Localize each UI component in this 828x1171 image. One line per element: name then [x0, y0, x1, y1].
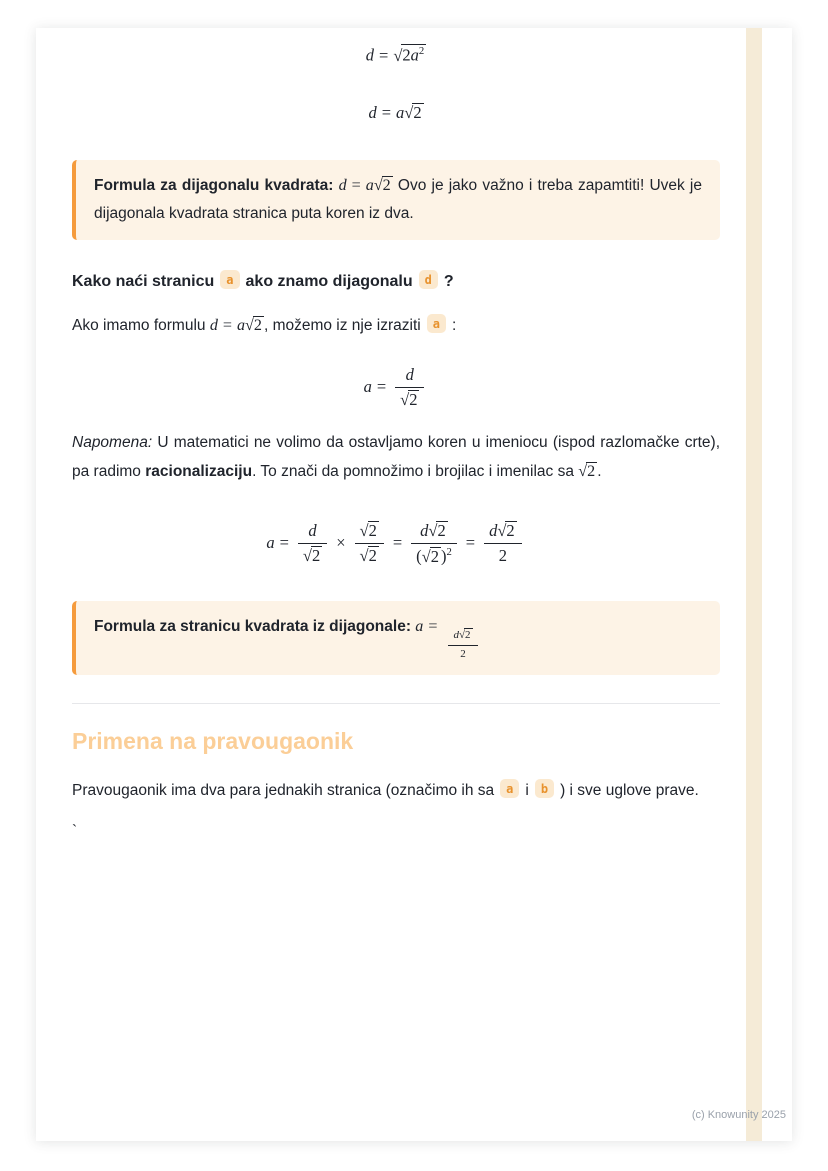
footer-credit: (c) Knowunity 2025	[691, 1109, 786, 1121]
numerator: d	[395, 365, 424, 389]
math-var-a: a	[266, 532, 275, 552]
callout-title: Formula za dijagonalu kvadrata:	[94, 176, 334, 194]
math-equals: =	[381, 102, 391, 122]
heading-text: Kako naći stranicu	[72, 273, 215, 291]
radicand: 2	[506, 520, 515, 540]
formula-diagonal-simplified	[72, 103, 720, 123]
heading-text: ?	[443, 273, 454, 291]
math-var-d: d	[365, 45, 374, 65]
paren-close: )	[440, 546, 447, 566]
fraction	[448, 628, 477, 662]
sqrt-radical	[400, 390, 419, 411]
para-text: , možemo iz nje izraziti	[263, 317, 421, 335]
math-times: ×	[336, 532, 346, 552]
inline-math-sqrt2	[578, 463, 597, 480]
heading-find-side	[72, 270, 720, 291]
inline-code-a: a	[427, 314, 446, 333]
fraction	[395, 365, 424, 411]
math-var-a: a	[415, 618, 424, 636]
heading-primena-na-pravougaonik: Primena na pravougaonik	[72, 727, 354, 754]
sqrt-symbol: √	[578, 463, 588, 481]
numerator	[411, 521, 457, 545]
math-equals: =	[428, 618, 438, 636]
math-var-d: d	[420, 520, 429, 540]
radicand: 2	[465, 629, 471, 642]
math-var-a: a	[236, 317, 246, 335]
denominator: 2	[498, 546, 508, 566]
sqrt-symbol: √	[245, 317, 254, 335]
paren-open: (	[416, 546, 422, 566]
radicand: 2	[437, 520, 446, 540]
sqrt-radical	[578, 457, 597, 486]
callout-side-formula	[72, 601, 720, 675]
fraction	[411, 521, 457, 568]
heading-text: ako znamo dijagonalu	[245, 273, 413, 291]
para-pravougaonik	[72, 777, 720, 805]
math-var-a: a	[410, 45, 419, 65]
formula-side-from-diagonal	[72, 365, 720, 411]
fraction	[355, 521, 384, 567]
math-equals: =	[379, 45, 389, 65]
radicand: 2	[368, 520, 377, 540]
para-text: i	[525, 781, 529, 799]
numerator	[484, 521, 522, 545]
fraction	[298, 521, 327, 567]
inline-code-b: b	[535, 779, 554, 798]
math-var-d: d	[338, 176, 347, 194]
sqrt-symbol: √	[497, 520, 507, 540]
fraction	[484, 521, 522, 567]
para-text: U matematici ne volimo da ostavljamo koren u imeniocu (ispod razlomačke crte), pa radimo	[72, 434, 720, 481]
math-equals: =	[351, 176, 361, 194]
sqrt-symbol: √	[373, 176, 383, 194]
math-equals: =	[392, 532, 403, 552]
inline-code-a: a	[220, 270, 239, 289]
radicand: 2	[587, 463, 596, 481]
document-content	[36, 28, 792, 841]
sqrt-radical	[497, 521, 516, 542]
sqrt-symbol: √	[400, 390, 410, 410]
math-var-d: d	[489, 520, 498, 540]
math-exponent: 2	[446, 546, 452, 559]
denominator	[298, 544, 327, 567]
formula-rationalization	[72, 521, 720, 568]
sqrt-radical	[393, 44, 426, 66]
math-exponent: 2	[418, 45, 425, 57]
denominator	[411, 544, 457, 567]
math-var-d: d	[453, 629, 459, 642]
callout-body: Ovo je jako važno i treba zapamtiti! Uvek je dijagonala kvadrata stranica puta koren iz dva.	[94, 176, 702, 222]
radicand	[401, 44, 426, 65]
sqrt-radical	[428, 521, 447, 542]
radicand: 2	[413, 102, 422, 122]
formula-diagonal-radical	[72, 44, 720, 66]
denominator: 2	[460, 648, 466, 661]
math-var-d: d	[209, 317, 218, 335]
math-equals: =	[222, 317, 232, 335]
para-text: Pravougaonik ima dva para jednakih stranica (označimo ih sa	[72, 781, 495, 799]
numerator: d	[298, 521, 327, 545]
section-divider	[72, 703, 720, 704]
math-equals: =	[465, 532, 476, 552]
para-text: :	[451, 317, 457, 335]
para-text: Ako imamo formulu	[72, 317, 210, 335]
math-num: 2	[402, 45, 411, 65]
callout-diagonal-formula	[72, 160, 720, 241]
sqrt-radical	[360, 546, 379, 567]
inline-math-a-eq-dsqrt2-over-2	[415, 618, 481, 661]
napomena-label: Napomena:	[72, 434, 153, 451]
math-var-a: a	[396, 102, 405, 122]
sqrt-symbol: √	[359, 520, 369, 540]
sqrt-radical	[303, 546, 322, 567]
radicand: 2	[382, 176, 391, 194]
math-var-d: d	[368, 102, 377, 122]
stray-backtick: `	[72, 822, 78, 840]
radicand: 2	[368, 546, 377, 566]
sqrt-radical	[422, 547, 441, 568]
racionalizacija-bold: racionalizaciju	[145, 463, 253, 481]
radicand: 2	[311, 546, 321, 566]
inline-code-d: d	[419, 270, 438, 289]
callout-title: Formula za stranicu kvadrata iz dijagonale:	[94, 618, 411, 636]
radicand: 2	[409, 390, 418, 410]
inline-math-d-eq-a-sqrt2	[210, 317, 264, 334]
sqrt-symbol: √	[458, 629, 465, 642]
para-text: ) i sve uglove prave.	[560, 781, 699, 799]
callout-text	[94, 612, 702, 662]
para-text: .	[597, 463, 602, 481]
callout-text	[94, 171, 702, 228]
sqrt-symbol: √	[302, 546, 312, 566]
sqrt-radical	[374, 171, 393, 200]
math-var-a: a	[365, 176, 374, 194]
numerator	[448, 628, 477, 646]
denominator	[395, 388, 424, 411]
sqrt-symbol: √	[421, 546, 431, 566]
inline-code-a: a	[500, 779, 519, 798]
sqrt-radical	[459, 628, 473, 643]
sqrt-radical	[360, 521, 379, 542]
sqrt-radical	[404, 103, 423, 123]
para-express-a	[72, 311, 720, 340]
sqrt-symbol: √	[359, 546, 369, 566]
math-var-a: a	[363, 376, 372, 396]
sqrt-symbol: √	[393, 45, 403, 65]
para-napomena	[72, 429, 720, 487]
document-page	[36, 28, 792, 1141]
denominator	[355, 544, 384, 567]
radicand: 2	[253, 317, 262, 335]
radicand: 2	[430, 546, 439, 566]
inline-math-d-eq-a-sqrt2	[339, 177, 393, 194]
para-text: . To znači da pomnožimo i brojilac i imenilac sa	[252, 463, 579, 481]
math-equals: =	[376, 376, 387, 396]
sqrt-symbol: √	[428, 520, 438, 540]
sqrt-symbol: √	[404, 102, 414, 122]
numerator	[355, 521, 384, 545]
math-equals: =	[279, 532, 289, 552]
sqrt-radical	[245, 311, 264, 340]
